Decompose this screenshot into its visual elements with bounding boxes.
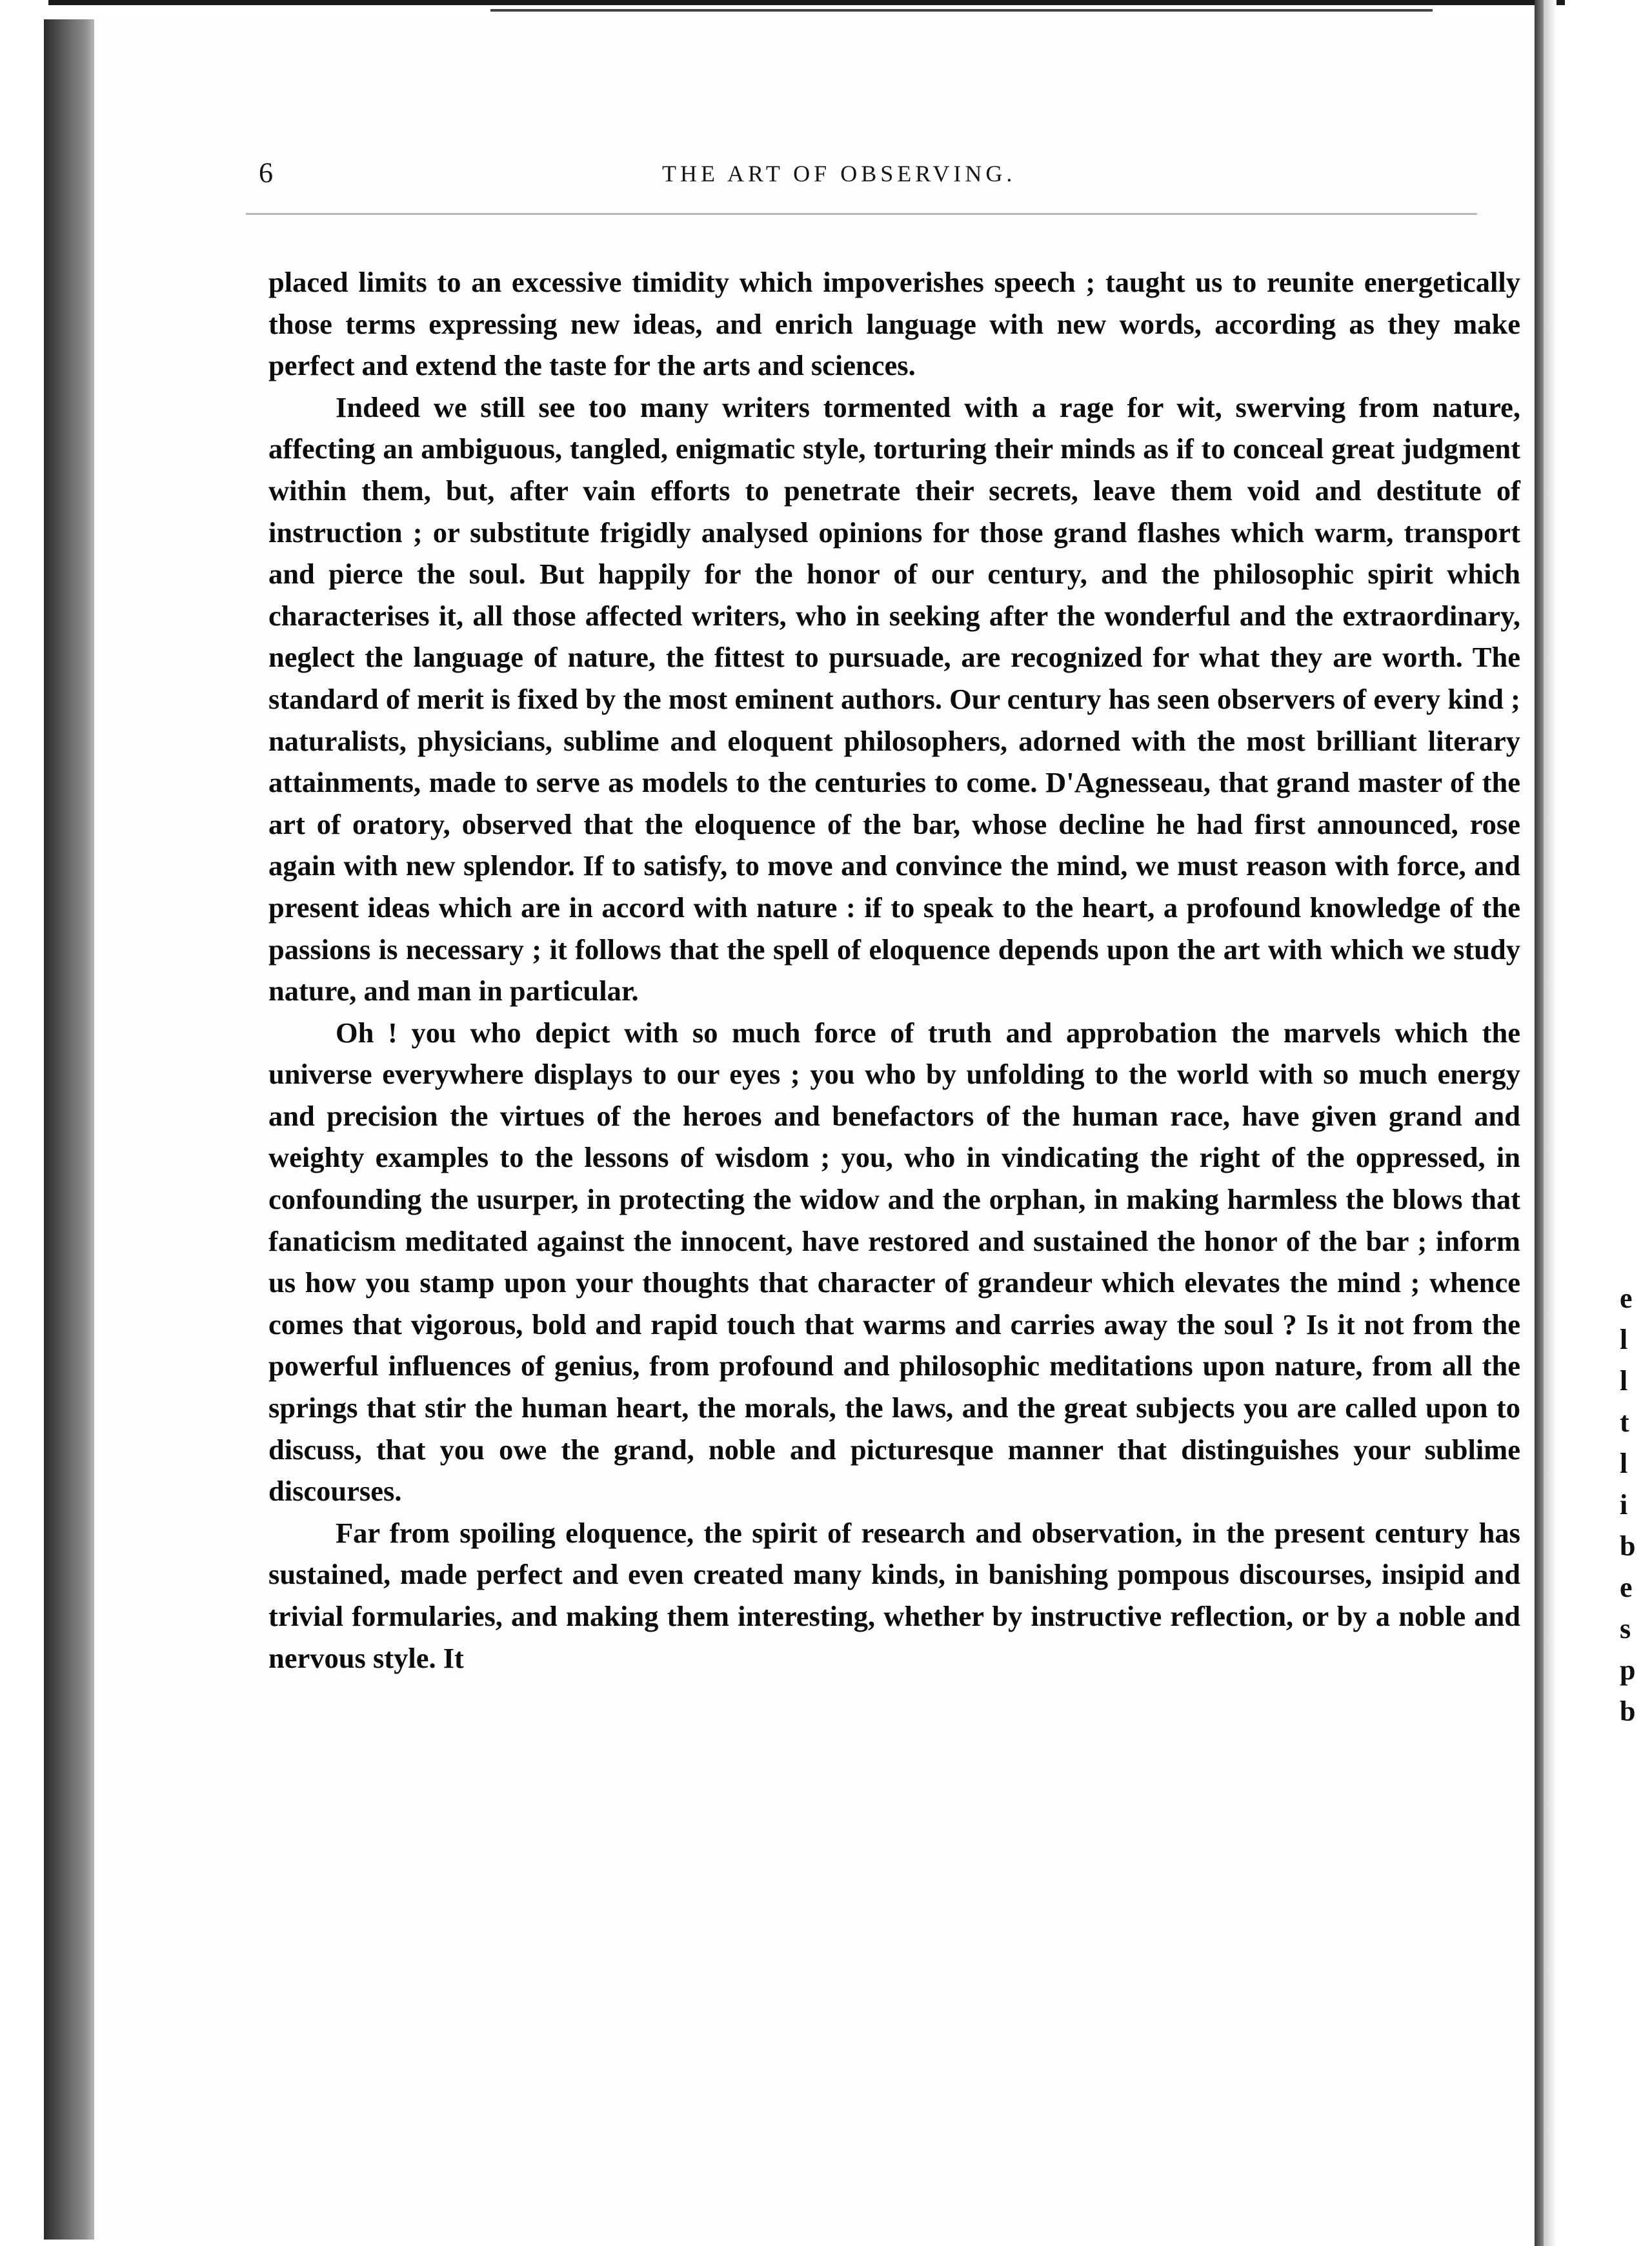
paragraph-3: Oh ! you who depict with so much force of truth and approbation the marvels which the universe everywhere displays to our eyes ; you who by unfolding to the world with so much energy and precision the virtues of the heroes and benefactors of the human race, have given grand and weighty examples to the lessons of wisdom ; you, who in vindicating the right of the oppressed, in confounding the usurper, in protecting the widow and the orphan, in making harmless the blows that fanaticism meditated against the innocent, have restored and sustained the honor of the bar ; inform us how you stamp upon your thoughts that character of grandeur which elevates the mind ; whence comes that vigorous, bold and rapid touch that warms and carries away the soul ? Is it not from the powerful influences of genius, from profound and philosophic meditations upon nature, from all the springs that stir the human heart, the morals, the laws, and the great subjects you are called upon to discuss, that you owe the grand, noble and picturesque manner that distinguishes your sublime discourses. <box>268 1016 1520 1508</box>
scan-left-margin <box>0 0 48 2246</box>
fragment-char: i <box>1620 1489 1628 1521</box>
scan-top-border <box>48 0 1565 5</box>
scan-right-shadow <box>1544 0 1556 2246</box>
fragment-char: l <box>1620 1448 1628 1479</box>
fragment-char: p <box>1620 1654 1636 1686</box>
fragment-char: l <box>1620 1365 1628 1397</box>
fragment-char: t <box>1620 1406 1629 1438</box>
scan-binding-shadow <box>44 19 94 2240</box>
paragraph-2: Indeed we still see too many writers tormented with a rage for wit, swerving from nature, affecting an ambiguous, tangled, enigmatic style, torturing their minds as if to conceal great judgment within them, but, after vain efforts to penetrate their secrets, leave them void and destitute of instruction ; or substitute frigidly analysed opinions for those grand flashes which warm, transport and pierce the soul. But happily for the honor of our century, and the philosophic spirit which characterises it, all those affected writers, who in seeking after the wonderful and the extraordinary, neglect the language of nature, the fittest to pursuade, are recognized for what they are worth. The standard of merit is fixed by the most eminent authors. Our century has seen observers of every kind ; naturalists, physicians, sublime and eloquent philosophers, adorned with the most brilliant literary attainments, made to serve as models to the centuries to come. D'Agnesseau, that grand master of the art of oratory, observed that the eloquence of the bar, whose decline he had first announced, rose again with new splendor. If to satisfy, to move and convince the mind, we must reason with force, and present ideas which are in accord with nature : if to speak to the heart, a profound knowledge of the passions is necessary ; it follows that the spell of eloquence depends upon the art with which we study nature, and man in particular. <box>268 390 1520 1007</box>
book-page <box>94 19 1535 2240</box>
paragraph-1: placed limits to an excessive timidity which impoverishes speech ; taught us to reunite energetically those terms expressing new ideas, and enrich language with new words, according as they make perfect and extend the taste for the arts and sciences. <box>268 266 1520 382</box>
fragment-char: e <box>1620 1282 1633 1314</box>
header-rule <box>246 213 1477 215</box>
fragment-char: s <box>1620 1613 1631 1644</box>
running-title: THE ART OF OBSERVING. <box>662 161 1016 187</box>
fragment-char: l <box>1620 1324 1628 1355</box>
adjacent-page-fragments <box>1620 1278 1652 1923</box>
page-number: 6 <box>259 157 273 188</box>
paragraph-4: Far from spoiling eloquence, the spirit of research and observation, in the present century has sustained, made perfect and even created many kinds, in banishing pompous discourses, insipid and trivial formularies, and making them interesting, whether by instructive reflection, or by a noble and nervous style. It <box>268 1516 1520 1674</box>
running-head <box>94 156 1535 195</box>
fragment-char: b <box>1620 1695 1636 1727</box>
scan-right-page-edge <box>1535 0 1544 2246</box>
fragment-char: b <box>1620 1530 1636 1562</box>
fragment-char: e <box>1620 1572 1633 1603</box>
body-text <box>268 261 1520 1679</box>
scan-top-border-inner <box>490 9 1433 12</box>
